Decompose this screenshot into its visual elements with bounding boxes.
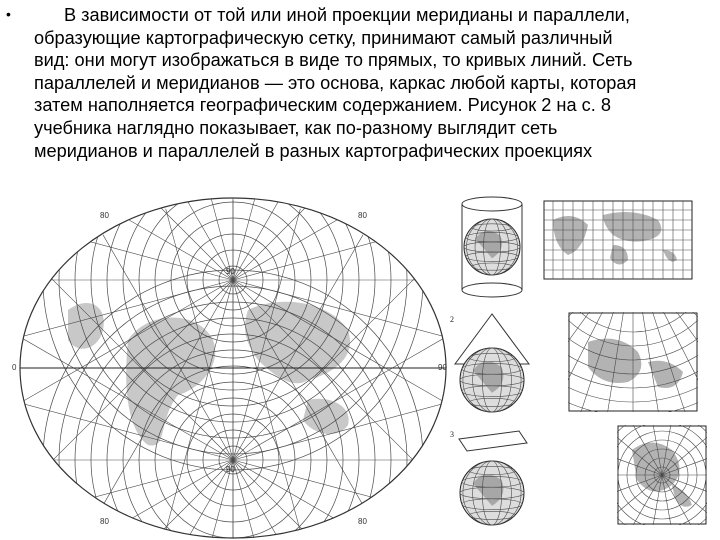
meridian-line — [233, 280, 417, 464]
polar-world-map — [8, 190, 458, 540]
paragraph — [34, 4, 684, 162]
azimuthal-projection-map — [617, 425, 707, 525]
conic-projection-map — [568, 312, 698, 412]
cylinder-globe-diagram — [447, 190, 537, 305]
text-line-6: учебника наглядно показывает, как по-разному выглядит сеть — [34, 117, 558, 138]
label-bottom-right: 80 — [358, 517, 367, 526]
meridian-line — [8, 190, 233, 280]
text-line-1: В зависимости от той или иной проекции меридианы и параллели, — [64, 5, 630, 25]
cylindrical-projection-map — [543, 200, 693, 280]
label-top-right: 80 — [358, 211, 367, 220]
meridian-line — [233, 190, 417, 280]
projection-number-2: 2 — [450, 315, 454, 324]
bullet-marker: • — [6, 6, 11, 22]
meridian-line — [8, 460, 233, 540]
meridian-line — [233, 190, 363, 280]
meridian-line — [233, 190, 458, 280]
text-line-4: параллелей и меридианов — это основа, каркас любой карты, которая — [34, 72, 637, 93]
meridian-line — [103, 190, 233, 280]
cone-globe-diagram — [447, 310, 537, 420]
meridian-line — [233, 460, 300, 540]
label-north-pole: 90 — [226, 267, 235, 276]
plane-globe-diagram — [447, 425, 537, 535]
projection-number-3: 3 — [450, 430, 454, 439]
meridian-line — [233, 460, 458, 540]
text-line-3: вид: они могут изображаться в виде то прямых, то кривых линий. Сеть — [34, 50, 633, 71]
meridian-line — [166, 460, 233, 540]
label-right-edge: 90 — [438, 363, 447, 372]
meridian-line — [49, 190, 233, 280]
text-line-5: затем наполняется географическим содержанием. Рисунок 2 на с. 8 — [34, 95, 611, 116]
text-line-7: меридианов и параллелей в разных картографических проекциях — [34, 140, 593, 161]
label-south-pole: 90 — [226, 465, 235, 474]
label-top-left: 80 — [100, 211, 109, 220]
text-line-2: образующие картографическую сетку, принимают самый различный — [34, 27, 613, 48]
label-left-edge: 0 — [12, 363, 17, 372]
label-bottom-left: 80 — [100, 517, 109, 526]
continent-shape — [303, 399, 349, 434]
